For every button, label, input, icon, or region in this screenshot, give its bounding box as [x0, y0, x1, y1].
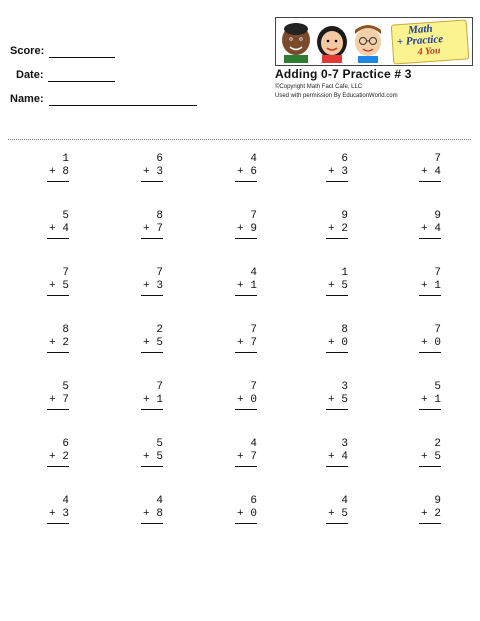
- plus-sign: +: [49, 508, 56, 520]
- answer-line: [326, 352, 348, 353]
- problem-r7-c3: [229, 495, 263, 531]
- answer-line: [326, 409, 348, 410]
- addend-top: 2: [434, 438, 441, 450]
- addend-top: 4: [341, 495, 348, 507]
- answer-line: [326, 238, 348, 239]
- problem-r7-c2: [135, 495, 169, 531]
- answer-line: [235, 352, 257, 353]
- addend-bottom: 0: [250, 508, 257, 520]
- answer-line: [47, 295, 69, 296]
- answer-line: [235, 523, 257, 524]
- date-field: [16, 69, 44, 81]
- answer-line: [235, 238, 257, 239]
- problem-r6-c4: [320, 438, 354, 474]
- addend-top: 4: [62, 495, 69, 507]
- addend-bottom: 8: [156, 508, 163, 520]
- name-field: [10, 93, 44, 105]
- plus-sign: +: [237, 508, 244, 520]
- problem-r6-c3: [229, 438, 263, 474]
- addend-top: 3: [341, 438, 348, 450]
- addend-top: 9: [341, 210, 348, 222]
- addend-top: 7: [434, 324, 441, 336]
- answer-line: [141, 295, 163, 296]
- plus-sign: +: [237, 166, 244, 178]
- banner-image: [275, 17, 473, 66]
- plus-sign: +: [143, 508, 150, 520]
- problem-r6-c1: [41, 438, 75, 474]
- plus-sign: +: [328, 394, 335, 406]
- addend-top: 7: [156, 267, 163, 279]
- answer-line: [419, 409, 441, 410]
- addend-top: 7: [156, 381, 163, 393]
- addend-bottom: 5: [341, 394, 348, 406]
- score-line[interactable]: [49, 57, 115, 58]
- addend-bottom: 5: [341, 280, 348, 292]
- answer-line: [47, 181, 69, 182]
- answer-line: [419, 238, 441, 239]
- addend-bottom: 0: [250, 394, 257, 406]
- addend-top: 7: [62, 267, 69, 279]
- addend-top: 1: [341, 267, 348, 279]
- addend-top: 7: [250, 324, 257, 336]
- answer-line: [419, 523, 441, 524]
- addend-bottom: 0: [341, 337, 348, 349]
- addend-bottom: 3: [156, 166, 163, 178]
- addend-bottom: 8: [62, 166, 69, 178]
- permission-text: Used with permission By EducationWorld.com: [275, 93, 398, 99]
- answer-line: [141, 181, 163, 182]
- addend-bottom: 5: [62, 280, 69, 292]
- addend-top: 6: [156, 153, 163, 165]
- addend-top: 4: [250, 153, 257, 165]
- copyright-text: ©Copyright Math Fact Cafe, LLC: [275, 84, 363, 90]
- addend-top: 6: [341, 153, 348, 165]
- problem-r3-c5: [413, 267, 447, 303]
- answer-line: [326, 523, 348, 524]
- problem-r2-c3: [229, 210, 263, 246]
- problem-r2-c5: [413, 210, 447, 246]
- problem-r6-c2: [135, 438, 169, 474]
- addend-top: 4: [250, 267, 257, 279]
- addend-bottom: 4: [62, 223, 69, 235]
- problem-r3-c4: [320, 267, 354, 303]
- answer-line: [141, 238, 163, 239]
- plus-sign: +: [328, 223, 335, 235]
- plus-sign: +: [49, 451, 56, 463]
- addend-bottom: 3: [62, 508, 69, 520]
- plus-sign: +: [421, 508, 428, 520]
- answer-line: [419, 466, 441, 467]
- answer-line: [47, 523, 69, 524]
- problem-r5-c2: [135, 381, 169, 417]
- problem-r4-c2: [135, 324, 169, 360]
- addend-top: 7: [434, 267, 441, 279]
- answer-line: [235, 295, 257, 296]
- addend-top: 5: [62, 381, 69, 393]
- answer-line: [141, 466, 163, 467]
- problem-r6-c5: [413, 438, 447, 474]
- plus-sign: +: [328, 280, 335, 292]
- addend-bottom: 6: [250, 166, 257, 178]
- date-line[interactable]: [48, 81, 115, 82]
- addend-top: 4: [156, 495, 163, 507]
- addend-bottom: 5: [434, 451, 441, 463]
- addend-top: 6: [62, 438, 69, 450]
- plus-sign: +: [143, 280, 150, 292]
- addend-bottom: 4: [341, 451, 348, 463]
- addend-top: 2: [156, 324, 163, 336]
- logo-line-1: Math: [407, 22, 433, 37]
- plus-sign: +: [237, 451, 244, 463]
- plus-sign: +: [143, 451, 150, 463]
- addend-bottom: 4: [434, 223, 441, 235]
- addend-top: 3: [341, 381, 348, 393]
- addend-bottom: 2: [62, 451, 69, 463]
- plus-sign: +: [49, 223, 56, 235]
- addend-bottom: 7: [156, 223, 163, 235]
- addend-top: 7: [434, 153, 441, 165]
- problem-r7-c5: [413, 495, 447, 531]
- addend-bottom: 9: [250, 223, 257, 235]
- answer-line: [141, 523, 163, 524]
- problem-r1-c3: [229, 153, 263, 189]
- problem-r5-c3: [229, 381, 263, 417]
- problem-r5-c5: [413, 381, 447, 417]
- addend-top: 9: [434, 495, 441, 507]
- addend-bottom: 5: [156, 337, 163, 349]
- addend-top: 6: [250, 495, 257, 507]
- addend-bottom: 4: [434, 166, 441, 178]
- plus-sign: +: [421, 394, 428, 406]
- answer-line: [47, 409, 69, 410]
- score-field: [10, 45, 44, 57]
- addend-top: 7: [250, 381, 257, 393]
- plus-sign: +: [328, 166, 335, 178]
- problem-r1-c5: [413, 153, 447, 189]
- plus-sign: +: [237, 223, 244, 235]
- problem-r3-c2: [135, 267, 169, 303]
- name-line[interactable]: [49, 105, 197, 106]
- problem-r7-c1: [41, 495, 75, 531]
- plus-sign: +: [237, 337, 244, 349]
- addend-top: 5: [62, 210, 69, 222]
- plus-sign: +: [328, 451, 335, 463]
- addend-top: 5: [434, 381, 441, 393]
- plus-sign: +: [328, 508, 335, 520]
- divider-line: [8, 139, 471, 140]
- plus-sign: +: [143, 223, 150, 235]
- plus-sign: +: [143, 166, 150, 178]
- plus-sign: +: [421, 223, 428, 235]
- answer-line: [47, 352, 69, 353]
- addend-bottom: 3: [341, 166, 348, 178]
- addend-bottom: 1: [250, 280, 257, 292]
- problem-r1-c4: [320, 153, 354, 189]
- answer-line: [326, 181, 348, 182]
- addend-bottom: 3: [156, 280, 163, 292]
- problem-r3-c1: [41, 267, 75, 303]
- plus-sign: +: [49, 394, 56, 406]
- answer-line: [47, 238, 69, 239]
- addend-bottom: 2: [434, 508, 441, 520]
- problem-r3-c3: [229, 267, 263, 303]
- problem-r4-c5: [413, 324, 447, 360]
- plus-sign: +: [421, 166, 428, 178]
- addend-bottom: 1: [156, 394, 163, 406]
- problem-r2-c4: [320, 210, 354, 246]
- answer-line: [235, 466, 257, 467]
- problem-r1-c2: [135, 153, 169, 189]
- addend-bottom: 5: [341, 508, 348, 520]
- answer-line: [235, 181, 257, 182]
- plus-sign: +: [237, 394, 244, 406]
- logo-line-2: + Practice: [396, 33, 444, 49]
- addend-bottom: 7: [250, 337, 257, 349]
- worksheet-title: Adding 0-7 Practice # 3: [275, 67, 412, 81]
- plus-sign: +: [237, 280, 244, 292]
- problem-r4-c3: [229, 324, 263, 360]
- addend-top: 1: [62, 153, 69, 165]
- addend-bottom: 1: [434, 394, 441, 406]
- plus-sign: +: [49, 280, 56, 292]
- answer-line: [326, 295, 348, 296]
- addend-bottom: 5: [156, 451, 163, 463]
- plus-sign: +: [49, 337, 56, 349]
- plus-sign: +: [421, 337, 428, 349]
- score-label: Score:: [10, 45, 45, 57]
- addend-bottom: 2: [341, 223, 348, 235]
- addend-top: 8: [156, 210, 163, 222]
- children-illustration: [278, 20, 388, 63]
- date-label: Date:: [16, 69, 44, 81]
- answer-line: [419, 352, 441, 353]
- problem-r7-c4: [320, 495, 354, 531]
- plus-sign: +: [421, 280, 428, 292]
- answer-line: [419, 295, 441, 296]
- plus-sign: +: [143, 337, 150, 349]
- problem-r4-c1: [41, 324, 75, 360]
- problem-r1-c1: [41, 153, 75, 189]
- problem-r5-c4: [320, 381, 354, 417]
- math-practice-logo: [391, 19, 470, 64]
- addend-bottom: 0: [434, 337, 441, 349]
- addend-top: 4: [250, 438, 257, 450]
- answer-line: [235, 409, 257, 410]
- plus-sign: +: [143, 394, 150, 406]
- answer-line: [326, 466, 348, 467]
- plus-sign: +: [328, 337, 335, 349]
- problem-r5-c1: [41, 381, 75, 417]
- answer-line: [419, 181, 441, 182]
- addend-top: 8: [62, 324, 69, 336]
- problem-r2-c1: [41, 210, 75, 246]
- problem-r2-c2: [135, 210, 169, 246]
- addend-top: 8: [341, 324, 348, 336]
- addend-bottom: 7: [62, 394, 69, 406]
- plus-sign: +: [421, 451, 428, 463]
- addend-top: 9: [434, 210, 441, 222]
- answer-line: [141, 352, 163, 353]
- addend-top: 5: [156, 438, 163, 450]
- problem-r4-c4: [320, 324, 354, 360]
- addend-bottom: 2: [62, 337, 69, 349]
- answer-line: [141, 409, 163, 410]
- answer-line: [47, 466, 69, 467]
- name-label: Name:: [10, 93, 44, 105]
- plus-sign: +: [49, 166, 56, 178]
- addend-top: 7: [250, 210, 257, 222]
- addend-bottom: 7: [250, 451, 257, 463]
- logo-line-3: 4 You: [417, 45, 441, 58]
- addend-bottom: 1: [434, 280, 441, 292]
